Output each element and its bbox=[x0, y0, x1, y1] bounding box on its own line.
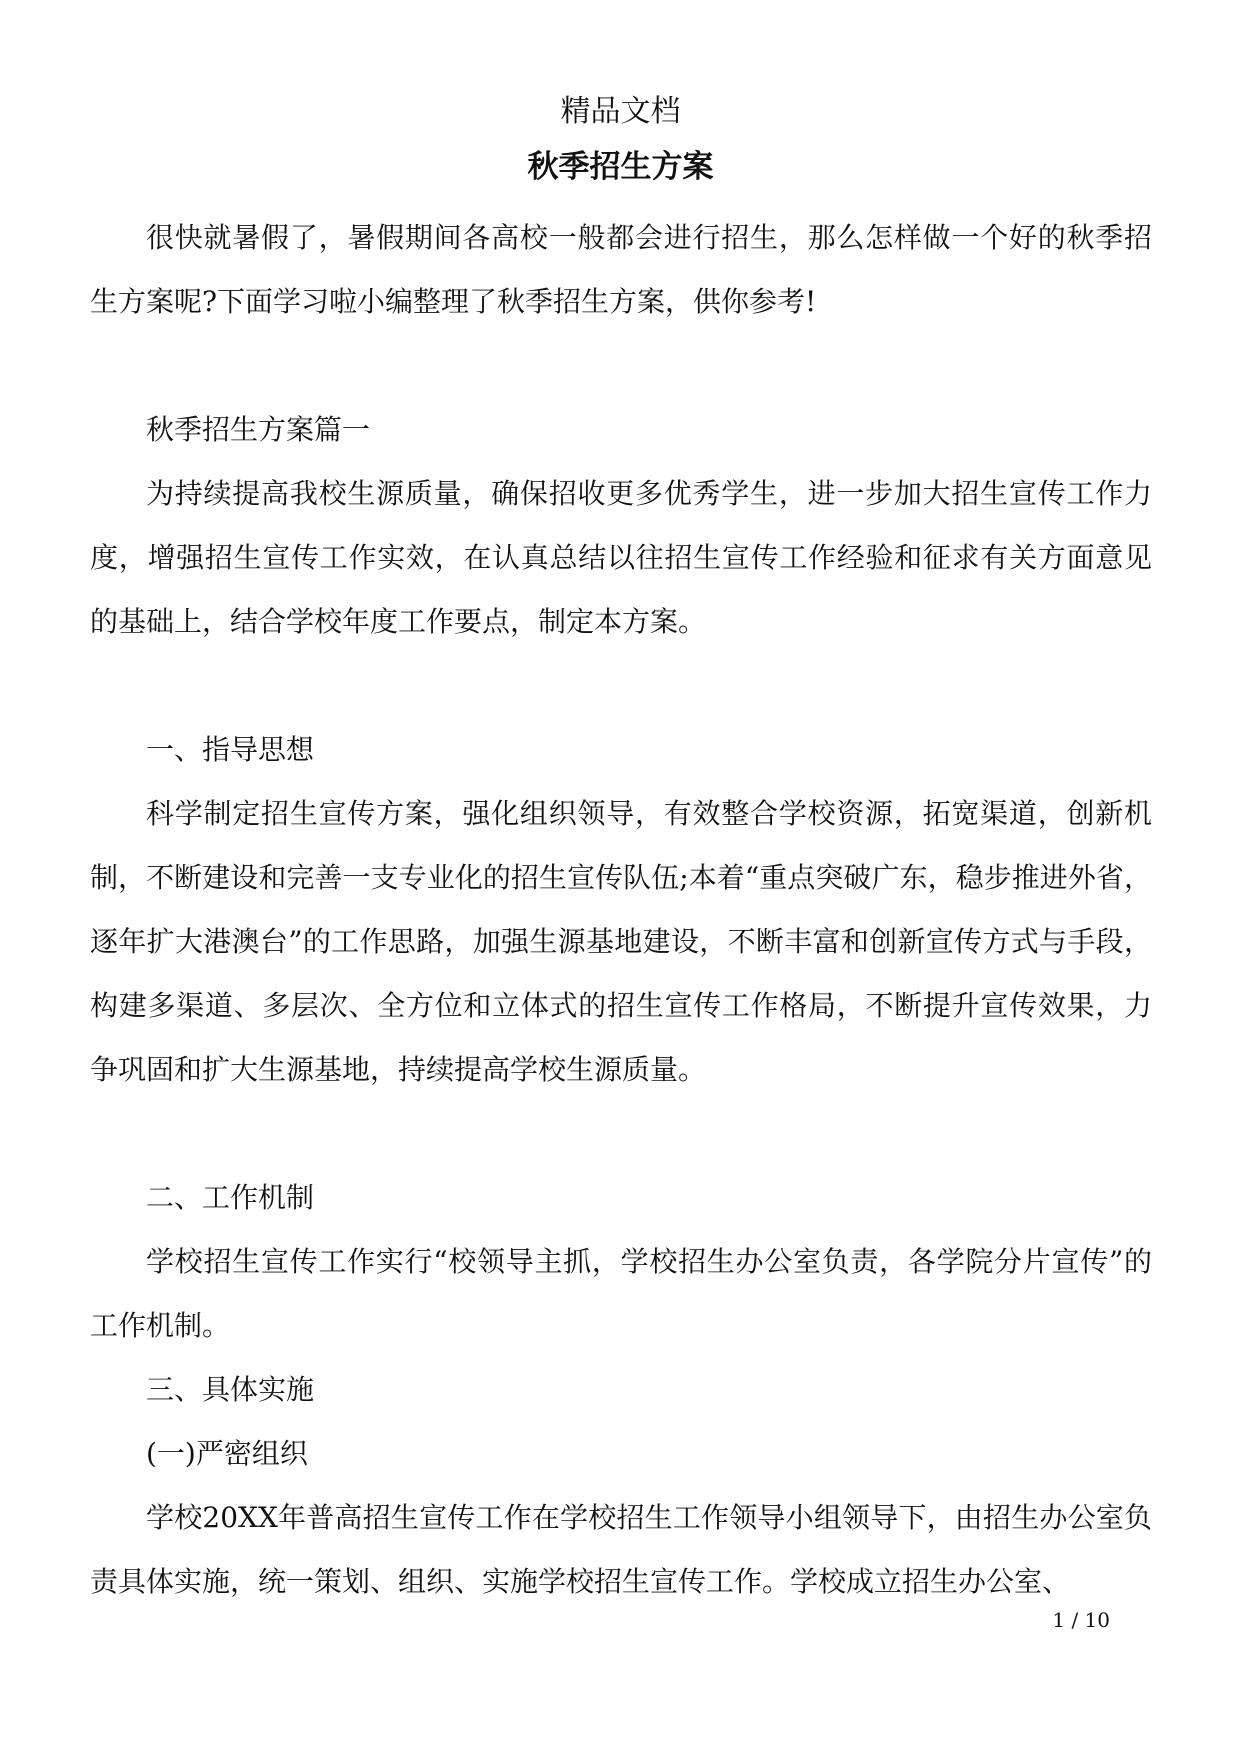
section-heading-guiding-thought: 一、指导思想 bbox=[146, 733, 315, 766]
intro-paragraph: 很快就暑假了，暑假期间各高校一般都会进行招生，那么怎样做一个好的秋季招生方案呢?下面学习啦小编整理了秋季招生方案，供你参考! bbox=[90, 221, 1152, 318]
section-heading-work-mechanism: 二、工作机制 bbox=[146, 1181, 315, 1214]
paragraph-purpose: 为持续提高我校生源质量，确保招收更多优秀学生，进一步加大招生宣传工作力度，增强招生宣传工作实效，在认真总结以往招生宣传工作经验和征求有关方面意见的基础上，结合学校年度工作要点，制定本方案。 bbox=[90, 477, 1152, 638]
paragraph-organization: 学校20XX年普高招生宣传工作在学校招生工作领导小组领导下，由招生办公室负责具体实施，统一策划、组织、实施学校招生宣传工作。学校成立招生办公室、 bbox=[90, 1501, 1152, 1598]
section-heading-implementation: 三、具体实施 bbox=[146, 1373, 315, 1406]
document-title: 秋季招生方案 bbox=[527, 149, 714, 185]
document-header: 精品文档 bbox=[560, 94, 681, 129]
spacer bbox=[90, 1102, 1152, 1166]
spacer bbox=[90, 334, 1152, 398]
page-number: 1 / 10 bbox=[1052, 1608, 1110, 1632]
spacer bbox=[90, 654, 1152, 718]
section-heading-part-one: 秋季招生方案篇一 bbox=[146, 413, 371, 446]
document-body bbox=[90, 206, 1152, 1614]
subsection-heading-organization: (一)严密组织 bbox=[146, 1437, 308, 1470]
paragraph-guiding-thought: 科学制定招生宣传方案，强化组织领导，有效整合学校资源，拓宽渠道，创新机制，不断建设和完善一支专业化的招生宣传队伍;本着“重点突破广东，稳步推进外省，逐年扩大港澳台”的工作思路，加强生源基地建设，不断丰富和创新宣传方式与手段，构建多渠道、多层次、全方位和立体式的招生宣传工作格局，不断提升宣传效果，力争巩固和扩大生源基地，持续提高学校生源质量。 bbox=[90, 797, 1152, 1086]
paragraph-work-mechanism: 学校招生宣传工作实行“校领导主抓，学校招生办公室负责，各学院分片宣传”的工作机制。 bbox=[90, 1245, 1152, 1342]
